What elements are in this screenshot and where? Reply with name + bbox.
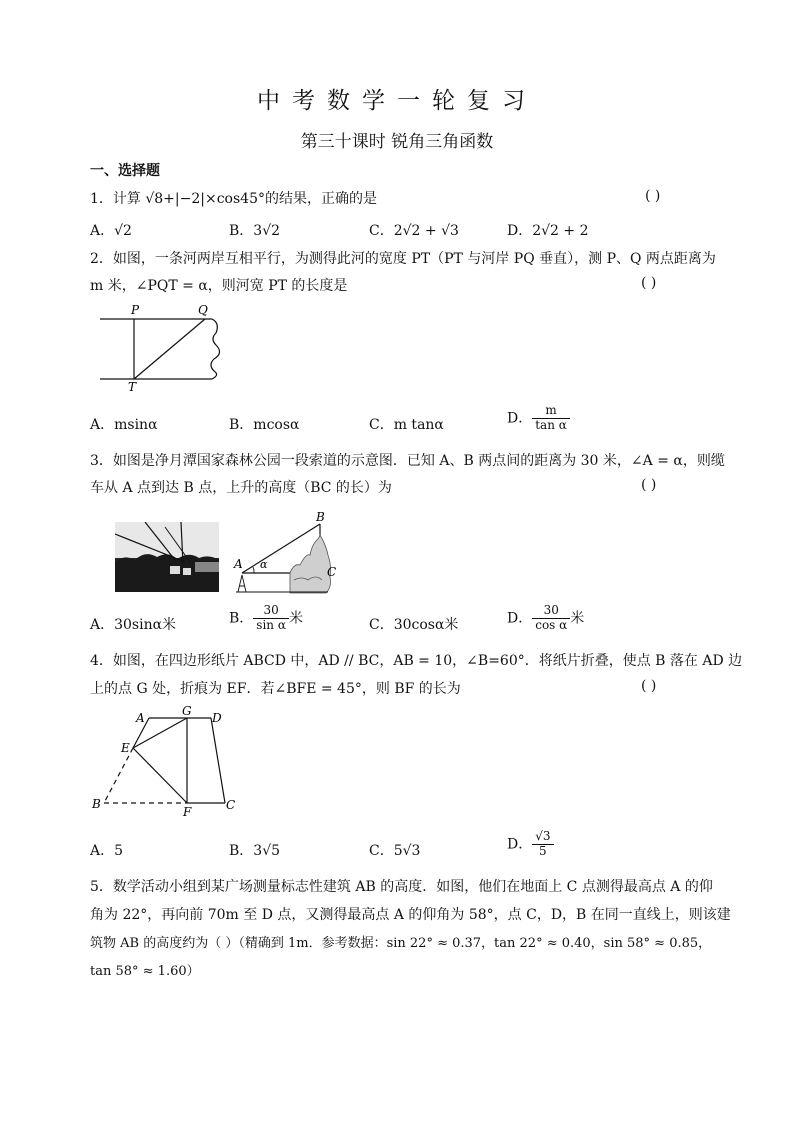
q5-stem-line2: 角为 22°，再向前 70m 至 D 点，又测得最高点 A 的仰角为 58°，点 C，D，B 在同一直线上，则该建: [90, 907, 731, 923]
q3-option-c: C．30cosα米: [369, 617, 459, 633]
label-b: B: [92, 797, 101, 811]
label-e: E: [121, 741, 130, 755]
q3-option-b-prefix: B．: [229, 610, 254, 627]
fraction-numerator: 30: [532, 604, 570, 619]
q2-option-d-prefix: D．: [507, 410, 533, 427]
q1-option-a: A．√2: [90, 223, 132, 239]
cableway-photo-art: [115, 522, 219, 592]
q1-stem: 1．计算 √8+|−2|×cos45°的结果，正确的是: [90, 191, 377, 207]
q3-cableway-figure: [228, 510, 348, 600]
q3-option-d-prefix: D．: [507, 610, 533, 627]
label-c: C: [226, 798, 236, 812]
q3-option-b-unit: 米: [288, 610, 303, 627]
q4-option-b: B．3√5: [229, 843, 281, 859]
q3-option-a: A．30sinα米: [90, 617, 177, 633]
q2-option-b: B．mcosα: [229, 417, 300, 433]
q3-option-b-fraction: [253, 604, 289, 633]
label-p: P: [131, 303, 140, 317]
fraction-denominator: cos α: [535, 617, 568, 632]
q4-quadrilateral-figure: [88, 703, 248, 821]
q1-answer-paren: ( ): [645, 188, 661, 204]
label-t: T: [128, 380, 137, 392]
label-g: G: [182, 704, 192, 718]
cableway-photo: [115, 522, 219, 592]
label-a: A: [234, 557, 243, 571]
q5-stem-line3: 筑物 AB 的高度约为（ ）（精确到 1m．参考数据：sin 22° ≈ 0.37，tan 22° ≈ 0.40，sin 58° ≈ 0.85，: [90, 936, 712, 951]
label-c: C: [327, 565, 337, 579]
q3-option-d-fraction: [532, 604, 570, 633]
fraction-numerator: √3: [532, 830, 553, 845]
q3-option-d: [507, 604, 584, 633]
label-f: F: [183, 805, 192, 819]
q2-option-d: [507, 404, 570, 433]
fraction-denominator: tan α: [535, 417, 567, 432]
q3-answer-paren: ( ): [641, 477, 657, 493]
q3-stem-line2: 车从 A 点到达 B 点，上升的高度（BC 的长）为: [90, 480, 392, 496]
q1-option-b: B．3√2: [229, 223, 281, 239]
page-title: 中考数学一轮复习: [257, 88, 537, 114]
section-heading: 一、选择题: [90, 163, 160, 179]
q3-stem-line1: 3．如图是净月潭国家森林公园一段索道的示意图．已知 A、B 两点间的距离为 30 米，∠A = α，则缆: [90, 453, 725, 469]
label-a: A: [136, 711, 145, 725]
label-q: Q: [198, 303, 208, 317]
q4-answer-paren: ( ): [641, 678, 657, 694]
q2-river-figure: [95, 300, 230, 392]
q4-option-d-fraction: [532, 830, 553, 859]
lesson-subtitle: 第三十课时 锐角三角函数: [300, 132, 494, 152]
q4-option-a: A．5: [90, 843, 124, 859]
q2-option-c: C．m tanα: [369, 417, 444, 433]
fraction-numerator: m: [532, 404, 570, 419]
q2-stem-line2: m 米，∠PQT = α，则河宽 PT 的长度是: [90, 278, 348, 294]
fraction-numerator: 30: [253, 604, 289, 619]
label-b: B: [316, 510, 325, 524]
q1-option-c: C．2√2 + √3: [369, 223, 459, 239]
label-alpha: α: [260, 558, 268, 571]
q4-stem-line2: 上的点 G 处，折痕为 EF．若∠BFE = 45°，则 BF 的长为: [90, 681, 461, 697]
fraction-denominator: 5: [539, 843, 547, 858]
q4-stem-line1: 4．如图，在四边形纸片 ABCD 中，AD // BC，AB = 10，∠B=60°．将纸片折叠，使点 B 落在 AD 边: [90, 653, 743, 669]
q4-option-c: C．5√3: [369, 843, 421, 859]
label-d: D: [212, 711, 222, 725]
q2-answer-paren: ( ): [641, 275, 657, 291]
q4-option-d: [507, 830, 554, 859]
q5-stem-line4: tan 58° ≈ 1.60）: [90, 964, 200, 979]
q2-option-a: A．msinα: [90, 417, 158, 433]
q2-option-d-fraction: [532, 404, 570, 433]
fraction-denominator: sin α: [256, 617, 286, 632]
q1-option-d: D．2√2 + 2: [507, 223, 589, 239]
q3-option-b: [229, 604, 303, 633]
q4-option-d-prefix: D．: [507, 836, 533, 853]
q5-stem-line1: 5．数学活动小组到某广场测量标志性建筑 AB 的高度．如图，他们在地面上 C 点测得最高点 A 的仰: [90, 879, 713, 895]
q3-option-d-unit: 米: [570, 610, 585, 627]
q2-stem-line1: 2．如图，一条河两岸互相平行，为测得此河的宽度 PT（PT 与河岸 PQ 垂直），测 P、Q 两点距离为: [90, 251, 716, 267]
